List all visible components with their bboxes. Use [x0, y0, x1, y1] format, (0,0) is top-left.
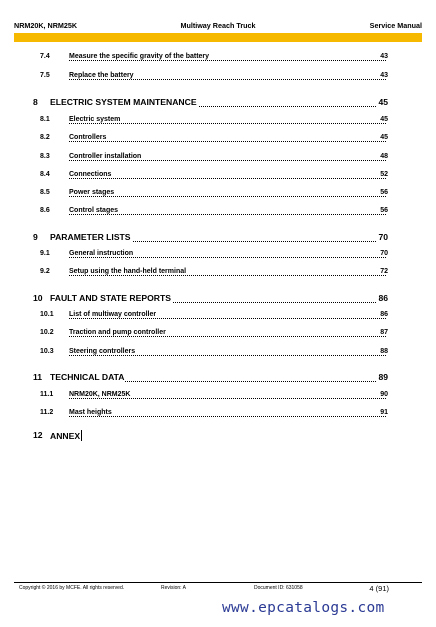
dot-leader	[69, 275, 386, 276]
dot-leader	[69, 336, 386, 337]
header-accent-bar	[14, 33, 422, 42]
toc-entry-number: 8.1	[40, 116, 50, 123]
toc-entry-number: 10.1	[40, 311, 54, 318]
toc-entry-page: 45	[378, 97, 388, 107]
toc-entry-page: 52	[380, 171, 388, 178]
page-footer	[14, 585, 422, 597]
toc-entry[interactable]	[0, 134, 436, 146]
toc-entry-title	[69, 391, 131, 398]
toc-entry[interactable]	[0, 207, 436, 219]
toc-entry-title-text: TECHNICAL DATA	[50, 372, 125, 382]
toc-entry-number: 9	[33, 232, 38, 242]
toc-entry-title	[69, 268, 187, 275]
toc-entry-number: 11	[33, 372, 43, 382]
toc-entry-page: 48	[380, 153, 388, 160]
toc-entry-number: 9.1	[40, 250, 50, 257]
toc-entry-title-text: Replace the battery	[69, 72, 134, 79]
toc-entry-title	[69, 311, 157, 318]
dot-leader	[69, 214, 386, 215]
toc-entry-page: 43	[380, 72, 388, 79]
toc-entry-page: 88	[380, 348, 388, 355]
toc-entry-page: 90	[380, 391, 388, 398]
toc-entry-title	[69, 329, 167, 336]
toc-entry-title	[69, 409, 113, 416]
toc-entry-page: 86	[378, 293, 388, 303]
toc-entry[interactable]	[0, 391, 436, 403]
toc-entry-number: 7.5	[40, 72, 50, 79]
toc-entry-page: 56	[380, 189, 388, 196]
toc-entry-title	[50, 97, 198, 107]
toc-entry-number: 9.2	[40, 268, 50, 275]
toc-entry[interactable]	[0, 116, 436, 128]
toc-entry-title	[69, 250, 134, 257]
toc-entry-number: 10.2	[40, 329, 54, 336]
toc-entry-title	[69, 134, 107, 141]
toc-entry[interactable]	[0, 97, 436, 109]
toc-entry-title	[50, 232, 132, 242]
toc-entry-title-text: Controllers	[69, 134, 107, 141]
toc-entry[interactable]	[0, 250, 436, 262]
toc-entry-number: 8.3	[40, 153, 50, 160]
dot-leader	[69, 196, 386, 197]
toc-entry[interactable]	[0, 171, 436, 183]
toc-entry-page: 70	[380, 250, 388, 257]
toc-entry-title-text: Measure the specific gravity of the battery	[69, 53, 210, 60]
toc-entry-title-text: Control stages	[69, 207, 119, 214]
toc-entry-title	[69, 171, 112, 178]
toc-entry-title-text: Controller installation	[69, 153, 142, 160]
toc-entry[interactable]	[0, 53, 436, 65]
toc-entry-title-text: NRM20K, NRM25K	[69, 391, 131, 398]
dot-leader	[69, 178, 386, 179]
dot-leader	[69, 398, 386, 399]
toc-entry-page: 86	[380, 311, 388, 318]
toc-entry-number: 7.4	[40, 53, 50, 60]
toc-entry-page: 56	[380, 207, 388, 214]
toc-entry[interactable]	[0, 430, 436, 442]
toc-entry-page: 43	[380, 53, 388, 60]
toc-entry-title	[69, 53, 210, 60]
header-manual-type: Service Manual	[369, 21, 422, 30]
toc-entry-title	[50, 430, 83, 441]
dot-leader	[69, 141, 386, 142]
toc-entry-page: 70	[378, 232, 388, 242]
toc-entry-title-text: PARAMETER LISTS	[50, 232, 131, 242]
toc-entry-title	[69, 153, 142, 160]
dot-leader	[69, 123, 386, 124]
toc-entry[interactable]	[0, 268, 436, 280]
dot-leader	[69, 257, 386, 258]
toc-entry-title-text: FAULT AND STATE REPORTS	[50, 293, 171, 303]
toc-entry-page: 89	[378, 372, 388, 382]
toc-entry-page: 45	[380, 134, 388, 141]
toc-entry[interactable]	[0, 329, 436, 341]
footer-document-id: Document ID: 631058	[254, 585, 303, 591]
toc-entry-title-text: Electric system	[69, 116, 121, 123]
toc-entry-title-text: Setup using the hand-held terminal	[69, 268, 187, 275]
toc-entry-number: 12	[33, 430, 43, 440]
toc-entry-page: 91	[380, 409, 388, 416]
toc-entry-title-text: ANNEX	[50, 431, 81, 441]
toc-entry-title-text: General instruction	[69, 250, 134, 257]
toc-entry[interactable]	[0, 311, 436, 323]
dot-leader	[69, 416, 386, 417]
toc-entry-title	[69, 348, 136, 355]
toc-entry[interactable]	[0, 232, 436, 244]
toc-entry-number: 10	[33, 293, 43, 303]
toc-entry-number: 8.4	[40, 171, 50, 178]
header-product: Multiway Reach Truck	[180, 21, 256, 30]
toc-entry-title	[50, 293, 172, 303]
toc-entry-number: 8.5	[40, 189, 50, 196]
dot-leader	[69, 318, 386, 319]
dot-leader	[69, 60, 386, 61]
header-model: NRM20K, NRM25K	[14, 21, 78, 30]
toc-entry-title-text: Connections	[69, 171, 112, 178]
toc-entry[interactable]	[0, 189, 436, 201]
toc-entry-title	[69, 72, 135, 79]
footer-divider	[14, 582, 422, 583]
toc-entry-title	[50, 372, 125, 382]
toc-entry-title-text: List of multiway controller	[69, 311, 157, 318]
toc-entry-title-text: Mast heights	[69, 409, 112, 416]
toc-entry-title	[69, 207, 119, 214]
toc-entry-number: 11.1	[40, 391, 54, 398]
toc-entry-page: 45	[380, 116, 388, 123]
dot-leader	[69, 355, 386, 356]
footer-revision: Revision: A	[161, 585, 187, 591]
dot-leader	[69, 79, 386, 80]
toc-entry[interactable]	[0, 409, 436, 421]
toc-entry-title	[69, 116, 121, 123]
watermark-text: www.epcatalogs.com	[222, 600, 385, 616]
toc-entry-title-text: ELECTRIC SYSTEM MAINTENANCE	[50, 97, 197, 107]
toc-entry-title-text: Traction and pump controller	[69, 329, 166, 336]
toc-entry[interactable]	[0, 293, 436, 305]
toc-entry-number: 11.2	[40, 409, 54, 416]
toc-entry-page: 87	[380, 329, 388, 336]
toc-entry-number: 8.2	[40, 134, 50, 141]
toc-entry-title-text: Power stages	[69, 189, 115, 196]
footer-copyright: Copyright © 2016 by MCFE. All rights reserved.	[19, 585, 125, 591]
toc-entry[interactable]	[0, 348, 436, 360]
toc-entry-page: 72	[380, 268, 388, 275]
footer-page-number: 4 (91)	[369, 584, 389, 593]
toc-entry-number: 8	[33, 97, 38, 107]
toc-entry[interactable]	[0, 372, 436, 384]
toc-entry[interactable]	[0, 72, 436, 84]
toc-entry-number: 10.3	[40, 348, 54, 355]
toc-entry-title-text: Steering controllers	[69, 348, 136, 355]
dot-leader	[69, 160, 386, 161]
toc-entry-number: 8.6	[40, 207, 50, 214]
toc-entry[interactable]	[0, 153, 436, 165]
text-cursor	[81, 430, 82, 441]
toc-entry-title	[69, 189, 115, 196]
